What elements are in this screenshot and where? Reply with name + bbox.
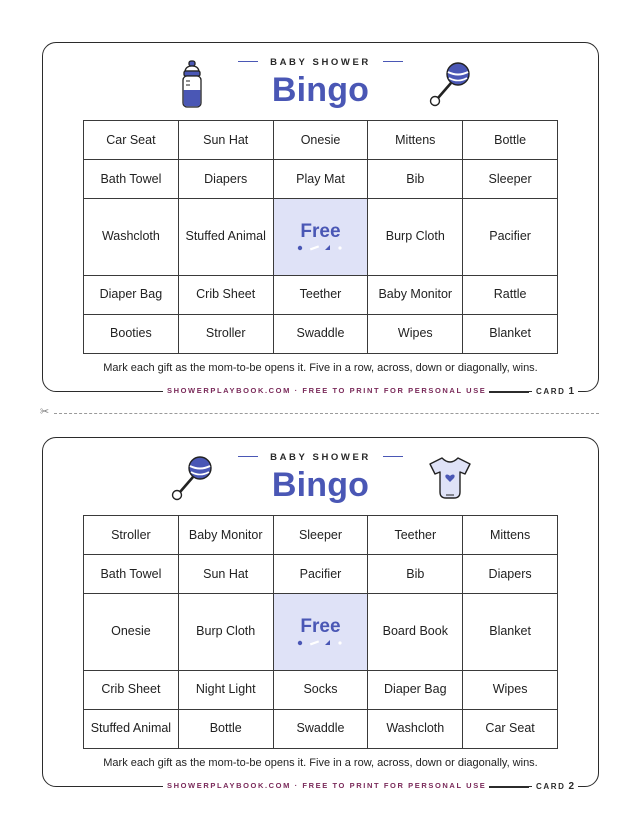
bingo-cell[interactable]: Sleeper bbox=[463, 160, 558, 199]
free-space bbox=[273, 199, 368, 275]
bingo-cell[interactable]: Play Mat bbox=[273, 160, 368, 199]
card-title: Bingo bbox=[271, 466, 370, 504]
card-eyebrow: BABY SHOWER bbox=[43, 452, 598, 463]
footer-credit: SHOWERPLAYBOOK.COM · FREE TO PRINT FOR PERSONAL USE bbox=[163, 781, 490, 790]
confetti-icon bbox=[295, 244, 345, 252]
bingo-cell[interactable]: Onesie bbox=[84, 594, 179, 670]
divider bbox=[489, 391, 529, 393]
bingo-cell[interactable]: Sleeper bbox=[273, 516, 368, 555]
card-number-label: CARD 1 bbox=[532, 386, 578, 397]
bingo-cell[interactable]: Wipes bbox=[368, 314, 463, 353]
bingo-cell[interactable]: Stuffed Animal bbox=[84, 709, 179, 748]
confetti-icon bbox=[295, 639, 345, 647]
baby-bottle-icon bbox=[175, 60, 209, 110]
bingo-cell[interactable]: Crib Sheet bbox=[84, 670, 179, 709]
instructions: Mark each gift as the mom-to-be opens it. Five in a row, across, down or diagonally, wins. bbox=[103, 362, 538, 374]
bingo-cell[interactable]: Mittens bbox=[368, 121, 463, 160]
bingo-cell[interactable]: Crib Sheet bbox=[178, 275, 273, 314]
bingo-cell[interactable]: Bath Towel bbox=[84, 555, 179, 594]
bingo-cell[interactable]: Car Seat bbox=[463, 709, 558, 748]
bingo-cell[interactable]: Board Book bbox=[368, 594, 463, 670]
bingo-cell[interactable]: Baby Monitor bbox=[178, 516, 273, 555]
bingo-cell[interactable]: Stroller bbox=[178, 314, 273, 353]
bingo-cell[interactable]: Diaper Bag bbox=[368, 670, 463, 709]
bingo-cell[interactable]: Pacifier bbox=[463, 199, 558, 275]
bingo-cell[interactable]: Wipes bbox=[463, 670, 558, 709]
bingo-cell[interactable]: Bib bbox=[368, 555, 463, 594]
bingo-cell[interactable]: Diapers bbox=[463, 555, 558, 594]
bingo-cell[interactable]: Bath Towel bbox=[84, 160, 179, 199]
bingo-cell[interactable]: Teether bbox=[368, 516, 463, 555]
bingo-cell[interactable]: Rattle bbox=[463, 275, 558, 314]
bingo-cell[interactable]: Blanket bbox=[463, 314, 558, 353]
bingo-card-2 bbox=[42, 437, 599, 792]
cut-line bbox=[54, 413, 599, 414]
bingo-cell[interactable]: Stuffed Animal bbox=[178, 199, 273, 275]
bingo-cell[interactable]: Burp Cloth bbox=[178, 594, 273, 670]
bingo-cell[interactable]: Washcloth bbox=[368, 709, 463, 748]
bingo-cell[interactable]: Sun Hat bbox=[178, 121, 273, 160]
bingo-cell[interactable]: Night Light bbox=[178, 670, 273, 709]
bingo-card-1 bbox=[42, 42, 599, 397]
free-label: Free bbox=[300, 220, 341, 242]
rattle-icon bbox=[428, 60, 474, 110]
scissors-icon: ✂ bbox=[40, 406, 50, 418]
bingo-cell[interactable]: Baby Monitor bbox=[368, 275, 463, 314]
bingo-cell[interactable]: Stroller bbox=[84, 516, 179, 555]
bingo-cell[interactable]: Car Seat bbox=[84, 121, 179, 160]
bingo-cell[interactable]: Booties bbox=[84, 314, 179, 353]
rattle-icon bbox=[170, 454, 216, 504]
onesie-icon bbox=[427, 454, 473, 502]
bingo-cell[interactable]: Swaddle bbox=[273, 709, 368, 748]
bingo-cell[interactable]: Sun Hat bbox=[178, 555, 273, 594]
bingo-cell[interactable]: Mittens bbox=[463, 516, 558, 555]
bingo-cell[interactable]: Washcloth bbox=[84, 199, 179, 275]
bingo-grid bbox=[83, 515, 558, 749]
free-space bbox=[273, 594, 368, 670]
card-title: Bingo bbox=[271, 71, 370, 109]
card-number-label: CARD 2 bbox=[532, 781, 578, 792]
bingo-cell[interactable]: Burp Cloth bbox=[368, 199, 463, 275]
bingo-cell[interactable]: Bottle bbox=[178, 709, 273, 748]
bingo-grid bbox=[83, 120, 558, 354]
bingo-cell[interactable]: Diaper Bag bbox=[84, 275, 179, 314]
bingo-cell[interactable]: Onesie bbox=[273, 121, 368, 160]
bingo-cell[interactable]: Diapers bbox=[178, 160, 273, 199]
bingo-cell[interactable]: Socks bbox=[273, 670, 368, 709]
card-eyebrow: BABY SHOWER bbox=[43, 57, 598, 68]
bingo-cell[interactable]: Teether bbox=[273, 275, 368, 314]
footer-credit: SHOWERPLAYBOOK.COM · FREE TO PRINT FOR PERSONAL USE bbox=[163, 386, 490, 395]
instructions: Mark each gift as the mom-to-be opens it. Five in a row, across, down or diagonally, wins. bbox=[103, 757, 538, 769]
bingo-cell[interactable]: Blanket bbox=[463, 594, 558, 670]
divider bbox=[489, 786, 529, 788]
free-label: Free bbox=[300, 615, 341, 637]
bingo-cell[interactable]: Bottle bbox=[463, 121, 558, 160]
bingo-cell[interactable]: Swaddle bbox=[273, 314, 368, 353]
bingo-cell[interactable]: Pacifier bbox=[273, 555, 368, 594]
bingo-cell[interactable]: Bib bbox=[368, 160, 463, 199]
